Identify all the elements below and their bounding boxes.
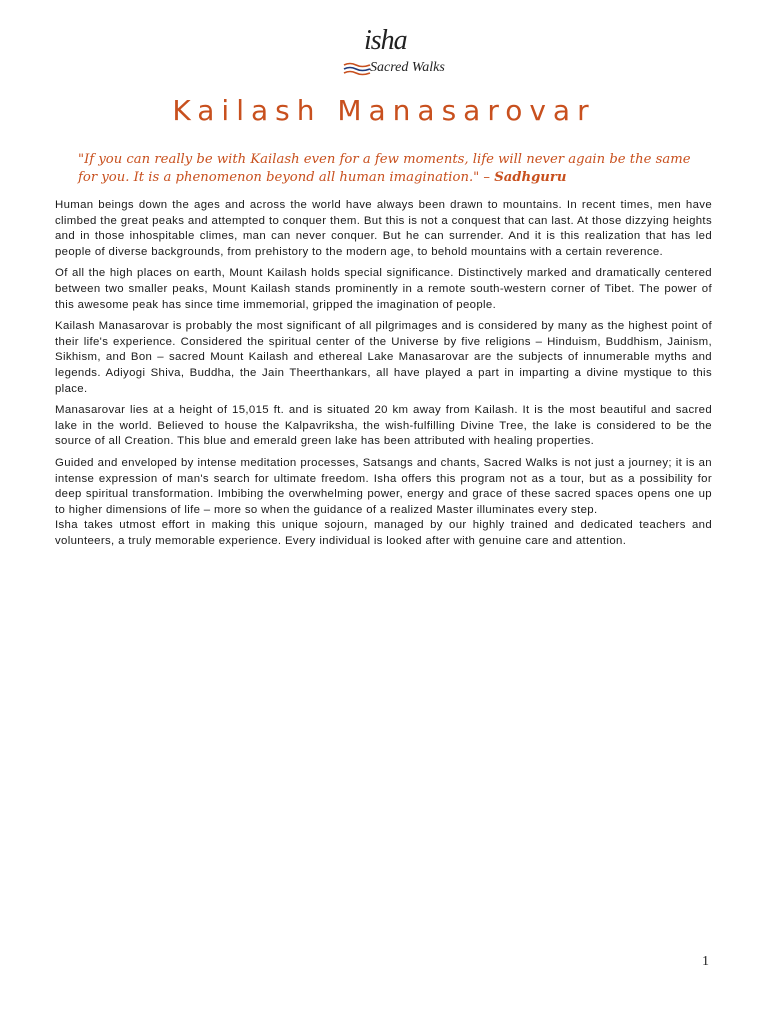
paragraph-isha-effort: Isha takes utmost effort in making this unique sojourn, managed by our highly trained and dedicated teachers and volunteers, a truly memorable experience. Every individual is looked after with genuine care and attention. — [55, 519, 712, 547]
paragraph-pilgrimage: Kailash Manasarovar is probably the most significant of all pilgrimages and is considered by many as the highest point of their life's experience. Considered the spiritual center of the Universe by five religions – Hinduism, Buddhism, Jainism, Sikhism, and Bon – sacred Mount Kailash and ethereal Lake Manasarovar are the subjects of innumerable myths and legends. Adiyogi Shiva, Buddha, the Jain Theerthankars, all have played a part in imparting a divine mystique to this place. — [55, 320, 712, 395]
page-number: 1 — [702, 954, 709, 969]
quote-author: Sadhguru — [494, 170, 567, 185]
paragraph-manasarovar: Manasarovar lies at a height of 15,015 ft. and is situated 20 km away from Kailash. It is the most beautiful and sacred lake in the world. Believed to house the Kalpavriksha, the wish-fulfilling Divine Tree, the lake is considered to be the source of all Creation. This blue and emerald green lake has been attributed with healing properties. — [55, 404, 712, 448]
page-title: Kailash Manasarovar — [172, 94, 596, 127]
isha-sacred-walks-logo — [340, 26, 460, 82]
logo-isha-wordmark: isha — [364, 25, 407, 56]
quote-text: "If you can really be with Kailash even for a few moments, life will never again be the same for you. It is a phenomenon beyond all human imagination." — [78, 152, 691, 185]
paragraph-mountains: Human beings down the ages and across the world have always been drawn to mountains. In recent times, men have climbed the great peaks and attempted to conquer them. But this is not a conquest that can last. At those dizzying heights and in those inhospitable climes, man can never conquer. But he can surrender. And it is this realization that has led people of diverse backgrounds, from prehistory to the modern age, to behold mountains with a certain reverence. — [55, 199, 712, 258]
paragraph-mount-kailash: Of all the high places on earth, Mount Kailash holds special significance. Distinctively marked and dramatically centered between two smaller peaks, Mount Kailash stands prominently in a remote south-western corner of Tibet. The power of this awesome peak has since time immemorial, gripped the imagination of people. — [55, 267, 712, 311]
body-text — [55, 198, 712, 555]
logo-sacred-walks-text: Sacred Walks — [370, 60, 445, 75]
quote-separator: – — [479, 170, 495, 185]
paragraph-sacred-walks: Guided and enveloped by intense meditation processes, Satsangs and chants, Sacred Walks is not just a journey; it is an intense expression of man's search for ultimate freedom. Isha offers this program not as a tour, but as a possibility for deep spiritual transformation. Imbibing the overwhelming power, energy and grace of these sacred spaces opens one up to higher dimensions of life – more so when the guidance of a realized Master illuminates every step. — [55, 456, 712, 516]
wave-lines-icon — [342, 62, 372, 76]
sadhguru-quote — [78, 151, 703, 187]
